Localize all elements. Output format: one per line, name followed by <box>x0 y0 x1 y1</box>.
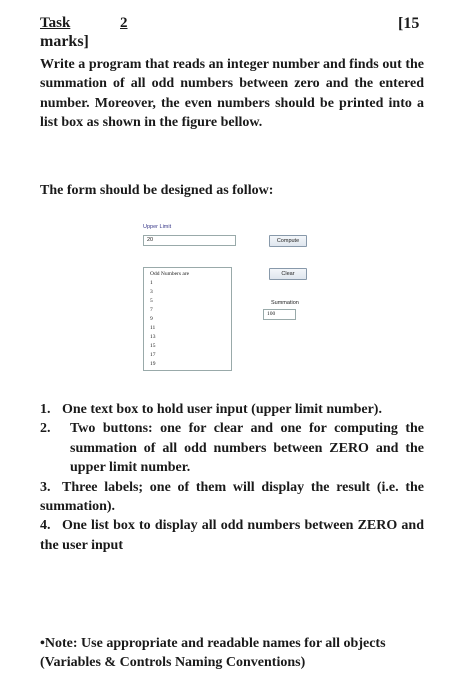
requirement-text: Two buttons: one for clear and one for computing the summation of all odd numbers between ZERO and the upper limit number. <box>70 421 424 476</box>
upper-limit-input: 20 <box>143 235 236 246</box>
list-item: 1 <box>150 280 153 286</box>
requirement-number: 2. <box>40 421 51 437</box>
requirement-text: One list box to display all odd numbers between ZERO and the user input <box>40 518 424 553</box>
list-header: Odd Numbers are <box>150 271 190 277</box>
requirement-item <box>40 419 424 477</box>
requirement-number: 3. <box>40 479 51 495</box>
form-heading: The form should be designed as follow: <box>40 183 274 198</box>
list-item: 3 <box>150 289 153 295</box>
list-item: 17 <box>150 352 156 358</box>
requirements-list <box>40 400 424 555</box>
requirement-item <box>40 516 424 555</box>
requirement-item <box>40 478 424 517</box>
requirement-number: 1. <box>40 402 51 417</box>
list-item: 7 <box>150 307 153 313</box>
list-item: 13 <box>150 334 156 340</box>
requirement-text: Three labels; one of them will display the result (i.e. the summation). <box>40 479 424 515</box>
marks-label-part1: [15 <box>398 15 420 32</box>
intro-paragraph: Write a program that reads an integer number and finds out the summation of all odd numbers between zero and the entered number. Moreover, the even numbers should be printed into a list box as shown in the figure bellow. <box>40 57 424 131</box>
task-heading: Task <box>40 15 71 31</box>
compute-button: Compute <box>269 235 307 247</box>
requirement-number: 4. <box>40 518 51 534</box>
list-item: 19 <box>150 361 156 367</box>
requirement-text: One text box to hold user input (upper limit number). <box>62 402 382 417</box>
list-item: 11 <box>150 325 156 331</box>
requirement-item <box>40 400 424 419</box>
form-figure <box>141 221 313 373</box>
odd-numbers-listbox <box>143 267 232 371</box>
upper-limit-label: Upper Limit <box>143 224 172 230</box>
list-item: 5 <box>150 298 153 304</box>
naming-note: •Note: Use appropriate and readable names for all objects (Variables & Controls Naming Conventions) <box>40 636 386 671</box>
task-number: 2 <box>120 15 128 31</box>
clear-button: Clear <box>269 268 307 280</box>
list-item: 15 <box>150 343 156 349</box>
marks-label-part2: marks] <box>40 33 89 50</box>
list-item: 9 <box>150 316 153 322</box>
summation-label: Summation <box>271 300 299 306</box>
summation-value: 100 <box>263 309 296 320</box>
